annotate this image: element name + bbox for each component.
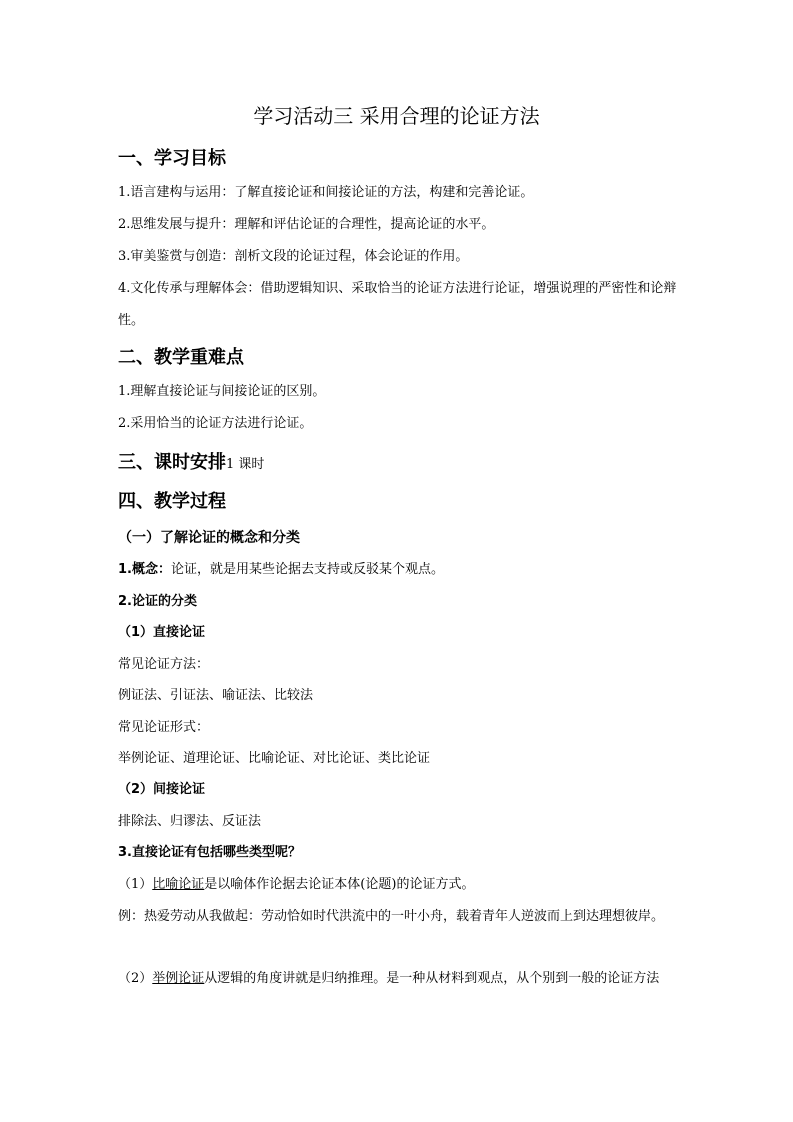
section-heading-objectives: 一、学习目标 [118, 148, 226, 169]
concept-text: 论证，就是用某些论据去支持或反驳某个观点。 [170, 562, 444, 577]
question-3-heading: 3.直接论证有包括哪些类型呢？ [118, 845, 301, 860]
objective-item-1: 1.语言建构与运用：了解直接论证和间接论证的方法，构建和完善论证。 [118, 185, 534, 200]
type1-line [118, 875, 474, 895]
schedule-duration: 1 课时 [226, 457, 265, 472]
key-point-item-2: 2.采用恰当的论证方法进行论证。 [118, 416, 313, 431]
direct-methods-label: 常见论证方法： [118, 657, 210, 672]
section-heading-schedule [118, 450, 264, 478]
type2-term: 举例论证 [152, 971, 205, 986]
direct-methods-list: 例证法、引证法、喻证法、比较法 [118, 688, 314, 703]
type1-example: 例：热爱劳动从我做起：劳动恰如时代洪流中的一叶小舟，载着青年人逆波而上到达理想彼岸。 [118, 909, 665, 924]
objective-item-3: 3.审美鉴赏与创造：剖析文段的论证过程，体会论证的作用。 [118, 249, 469, 264]
type2-line [118, 963, 678, 995]
concept-line [118, 560, 444, 580]
document-title: 学习活动三 采用合理的论证方法 [253, 104, 540, 128]
classification-heading: 2.论证的分类 [118, 594, 197, 609]
type1-term: 比喻论证 [152, 877, 205, 892]
direct-forms-label: 常见论证形式： [118, 720, 210, 735]
indirect-methods-list: 排除法、归谬法、反证法 [118, 814, 262, 829]
objective-item-2: 2.思维发展与提升：理解和评估论证的合理性，提高论证的水平。 [118, 217, 495, 232]
key-point-item-1: 1.理解直接论证与间接论证的区别。 [118, 384, 326, 399]
schedule-heading-text: 三、课时安排 [118, 452, 226, 473]
indirect-argument-heading: （2）间接论证 [118, 782, 206, 797]
section-heading-process: 四、教学过程 [118, 491, 226, 512]
section-heading-key-points: 二、教学重难点 [118, 347, 244, 368]
type2-prefix: （2） [118, 971, 153, 986]
direct-forms-list: 举例论证、道理论证、比喻论证、对比论证、类比论证 [118, 751, 431, 766]
objective-item-4: 4.文化传承与理解体会：借助逻辑知识、采取恰当的论证方法进行论证，增强说理的严密性和论辩性。 [118, 281, 677, 328]
type1-text: 是以喻体作论据去论证本体(论题)的论证方式。 [204, 877, 475, 892]
part1-heading: （一）了解论证的概念和分类 [118, 530, 300, 546]
direct-argument-heading: （1）直接论证 [118, 625, 206, 640]
type1-prefix: （1） [118, 877, 153, 892]
concept-label: 1.概念： [118, 562, 171, 577]
type2-text: 从逻辑的角度讲就是归纳推理。是一种从材料到观点，从个别到一般的论证方法 [204, 971, 660, 986]
